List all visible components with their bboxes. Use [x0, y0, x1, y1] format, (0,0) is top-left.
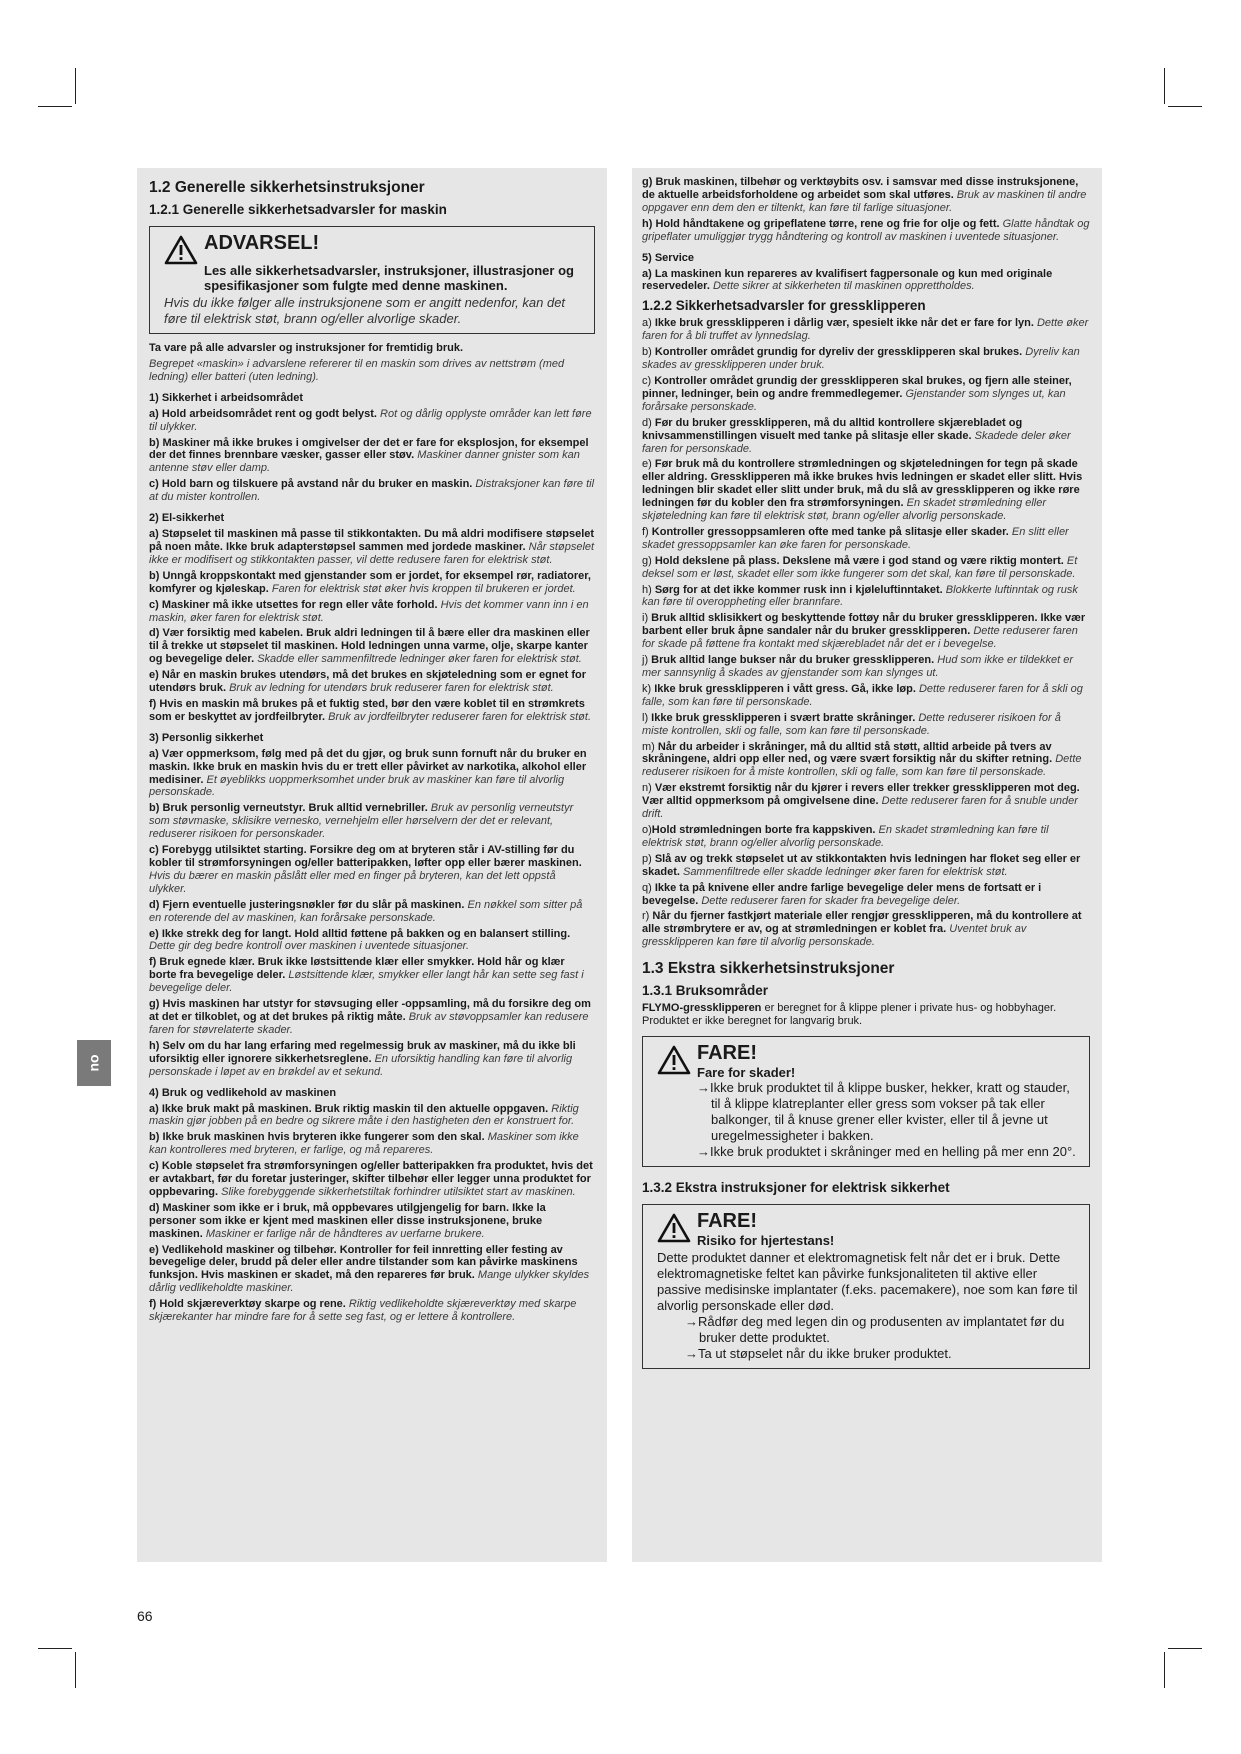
crop-mark	[38, 1648, 72, 1649]
item-prefix: e)	[642, 458, 655, 471]
left-column	[137, 168, 607, 1562]
item-bold: f) Hold skjæreverktøy skarpe og rene.	[149, 1298, 346, 1311]
subheading: 2) El-sikkerhet	[149, 512, 225, 525]
item-bold: Ikke bruk gressklipperen i svært bratte skråninger.	[651, 711, 916, 724]
item-prefix: n)	[642, 782, 655, 795]
section-title: 1.3 Ekstra sikkerhetsinstruksjoner	[642, 960, 895, 978]
item-bold: Kontroller området grundig for dyreliv der gressklipperen skal brukes.	[654, 346, 1023, 359]
crop-mark	[1164, 68, 1165, 104]
list-item	[642, 741, 1090, 780]
item-italic: En slitt eller skadet gressoppsamler kan øke faren for personskade.	[642, 525, 1069, 551]
item-bold: f) Hvis en maskin må brukes på et fuktig sted, bør den være koblet til en strømkrets som er beskyttet av jordfeilbryter.	[149, 697, 585, 723]
item-italic: En skadet strømledning kan føre til elektrisk støt, brann og/eller alvorlig personskade.	[642, 823, 1049, 849]
item-bold: Bruk alltid lange bukser når du bruker gressklipperen.	[651, 654, 935, 667]
item-italic: Glatte håndtak og gripeflater umuliggjør trygg håndtering og kontroll av maskinen i uventede situasjoner.	[642, 217, 1090, 243]
item-bold: h) Hold håndtakene og gripeflatene tørre, rene og frie for olje og fett.	[642, 217, 1000, 230]
list-s122	[642, 317, 1090, 949]
item-italic: Riktig maskin gjør jobben på en bedre og sikrere måte i den hastigheten den er konstruert for.	[149, 1102, 579, 1128]
item-italic: Dette reduserer risikoen for å miste kontrollen, skli og falle, som kan føre til personskade.	[642, 753, 1082, 779]
list-item	[642, 458, 1090, 523]
warning-icon	[657, 1213, 691, 1243]
item-prefix: g)	[642, 554, 655, 567]
list-item	[149, 1244, 595, 1296]
item-bold: Ikke bruk gressklipperen i dårlig vær, spesielt ikke når det er fare for lyn.	[654, 317, 1034, 330]
item-italic: Dette reduserer faren for å skli og falle, som kan føre til personskade.	[642, 682, 1083, 708]
item-italic: Slike forebyggende sikkerhetstiltak forhindrer utilsiktet start av maskinen.	[218, 1185, 576, 1198]
item-bold: b) Maskiner må ikke brukes i omgivelser der det er fare for eksplosjon, for eksempel der det finnes brennbare væsker, gasser eller støv.	[149, 436, 589, 462]
crop-mark	[1164, 1652, 1165, 1688]
list-item	[642, 782, 1090, 821]
item-bold: d) Maskiner som ikke er i bruk, må oppbevares utilgjengelig for barn. Ikke la personer som ikke er kjent med maskinen eller disse instruksjonene, bruke maskinen.	[149, 1201, 546, 1240]
list-item	[149, 570, 595, 596]
item-bold: Slå av og trekk støpselet ut av stikkontakten hvis ledningen har floket seg eller er skadet.	[642, 852, 1081, 878]
crop-mark	[75, 68, 76, 104]
list-s3	[149, 748, 595, 1079]
subsection-title: 1.2.1 Generelle sikkerhetsadvarsler for maskin	[149, 202, 447, 217]
danger-item: →Ikke bruk produktet i skråninger med en helling på mer enn 20°.	[697, 1143, 1076, 1159]
item-bold: Før bruk må du kontrollere strømledningen og skjøteledningen for tegn på skade eller aldring. Gressklipperen må ikke brukes hvis ledningen er skadet eller slitt. Hvis ledningen blir skadet eller slitt under bruk, må du slå av gressklipperen og ikke røre ledningen før du kobler den fra strømforsyningen.	[642, 458, 1083, 510]
item-italic: Skadde eller sammenfiltrede ledninger øker faren for elektrisk støt.	[254, 653, 582, 666]
item-bold: a) Vær oppmerksom, følg med på det du gjør, og bruk sunn fornuft når du bruker en maskin. Ikke bruk en maskin hvis du er trett eller påvirket av narkotika, alkohol eller medisiner.	[149, 747, 587, 786]
item-bold: c) Koble støpselet fra strømforsyningen og/eller batteripakken fra produktet, hvis det er avtakbart, før du foretar justeringer, skifter tilbehør eller legger unna produktet for oppbevaring.	[149, 1160, 593, 1198]
subheading: 4) Bruk og vedlikehold av maskinen	[149, 1086, 337, 1099]
list-item	[149, 1131, 595, 1157]
item-prefix: h)	[642, 583, 655, 596]
list-item	[642, 526, 1090, 552]
item-italic: Distraksjoner kan føre til at du mister kontrollen.	[149, 478, 595, 504]
list-item	[149, 1040, 595, 1079]
list-item	[149, 844, 595, 896]
item-prefix: r)	[642, 910, 653, 923]
item-bold: Kontroller området grundig der gressklipperen skal brukes, og fjern alle steiner, pinner, ledninger, bein og andre fremmedlegemer.	[642, 374, 1072, 400]
list-item	[642, 612, 1090, 651]
item-italic: Bruk av jordfeilbryter reduserer faren for elektrisk støt.	[325, 710, 592, 723]
list-item	[149, 1202, 595, 1241]
item-bold: a) Ikke bruk makt på maskinen. Bruk riktig maskin til den aktuelle oppgaven.	[149, 1102, 549, 1115]
list-s1	[149, 408, 595, 504]
item-italic: Maskiner er farlige når de håndteres av uerfarne brukere.	[202, 1227, 485, 1240]
item-bold: f) Bruk egnede klær. Bruk ikke løstsittende klær eller smykker. Hold hår og klær borte fra bevegelige deler.	[149, 956, 565, 982]
item-italic: Et øyeblikks uoppmerksomhet under bruk av maskiner kan føre til alvorlig personskade.	[149, 773, 565, 799]
item-italic: En nøkkel som sitter på en roterende del av maskinen, kan forårsake personskade.	[149, 898, 583, 924]
item-bold: e) Ikke strekk deg for langt. Hold alltid føttene på bakken og en balansert stilling.	[149, 927, 571, 940]
item-italic: Mange ulykker skyldes dårlig vedlikeholdte maskiner.	[149, 1269, 590, 1295]
list-item	[642, 712, 1090, 738]
item-prefix: k)	[642, 682, 655, 695]
item-italic: En uforsiktig handling kan føre til alvorlig personskade i løpet av en brøkdel av et sekund.	[149, 1052, 573, 1078]
list-item	[642, 584, 1090, 610]
item-bold: c) Forebygg utilsiktet starting. Forsikre deg om at bryteren står i AV-stilling før du kobler til strømforsyningen og/eller batteripakken, løfter opp eller bærer maskinen.	[149, 844, 582, 869]
danger-item: →Rådfør deg med legen din og produsenten av implantatet før du bruker dette produktet.	[685, 1313, 1065, 1345]
danger-box-injury	[642, 1036, 1090, 1167]
item-bold: Ikke bruk gressklipperen i vått gress. Gå, ikke løp.	[654, 682, 916, 695]
item-italic: Maskiner som ikke kan kontrolleres med bryteren, er farlige, og må repareres.	[149, 1131, 579, 1157]
list-s5	[642, 268, 1090, 294]
warning-lead: Les alle sikkerhetsadvarsler, instruksjoner, illustrasjoner og spesifikasjoner som fulgte med denne maskinen.	[204, 263, 574, 293]
list-top	[642, 176, 1090, 244]
item-prefix: b)	[642, 346, 655, 359]
item-bold: Sørg for at det ikke kommer rusk inn i kjøleluftinntaket.	[654, 583, 943, 596]
item-bold: Når du fjerner fastkjørt materiale eller rengjør gressklipperen, må du kontrollere at alle strømbrytere er av, og at strømledningen er koblet fra.	[642, 910, 1082, 936]
item-italic: En skadet strømledning eller skjøteledning kan føre til elektrisk støt, brann og/eller alvorlig personskade.	[642, 497, 1047, 523]
warning-icon	[657, 1045, 691, 1075]
danger-box-heart	[642, 1204, 1090, 1369]
item-prefix: l)	[642, 711, 652, 724]
right-column	[632, 168, 1102, 1562]
item-bold: d) Fjern eventuelle justeringsnøkler før du slår på maskinen.	[149, 898, 465, 911]
item-italic: Et deksel som er løst, skadet eller som ikke fungerer som det skal, kan føre til personskade.	[642, 554, 1078, 580]
item-italic: Dette reduserer risikoen for å miste kontrollen, skli og falle, som kan føre til personskade.	[642, 711, 1061, 737]
item-italic: Dette øker faren for å bli truffet av lynnedslag.	[642, 317, 1089, 343]
list-item	[642, 654, 1090, 680]
item-bold: e) Når en maskin brukes utendørs, må det brukes en skjøteledning som er egnet for utendørs bruk.	[149, 669, 587, 695]
definition-note: Begrepet «maskin» i advarslene refererer til en maskin som drives av nettstrøm (med ledning) eller batteri (uten ledning).	[149, 357, 565, 383]
item-bold: c) Hold barn og tilskuere på avstand når du bruker en maskin.	[149, 478, 473, 491]
list-item	[149, 956, 595, 995]
list-item	[642, 375, 1090, 414]
list-item	[149, 998, 595, 1037]
item-italic: Dyreliv kan skades av gressklipperen under bruk.	[642, 346, 1080, 372]
item-bold: b) Unngå kroppskontakt med gjenstander som er jordet, for eksempel rør, radiatorer, komfyrer og kjøleskap.	[149, 569, 591, 595]
list-item	[149, 627, 595, 666]
usage-text: FLYMO-gressklipperen er beregnet for å klippe plener i private hus- og hobbyhager. Produktet er ikke beregnet for langvarig bruk.	[642, 1002, 1057, 1028]
list-item	[642, 317, 1090, 343]
item-italic: Uventet bruk av gressklipperen kan føre til alvorlig personskade.	[642, 923, 1027, 949]
item-prefix: q)	[642, 881, 655, 894]
subsection-title: 1.3.2 Ekstra instruksjoner for elektrisk sikkerhet	[642, 1179, 950, 1195]
crop-mark	[1168, 1648, 1202, 1649]
list-item	[642, 417, 1090, 456]
subheading: 5) Service	[642, 251, 694, 264]
item-italic: Maskiner danner gnister som kan antenne støv eller damp.	[149, 449, 580, 475]
subsection-title: 1.3.1 Bruksområder	[642, 983, 769, 999]
item-italic: Riktig vedlikeholdte skjæreverktøy med skarpe skjærekanter har mindre fare for å sette seg fast, og er lettere å kontrollere.	[149, 1298, 577, 1324]
item-italic: Skadede deler øker faren for personskade.	[642, 429, 1071, 455]
item-bold: a) Støpselet til maskinen må passe til stikkontakten. Du må aldri modifisere støpselet på noen måte. Ikke bruk adapterstøpsel sammen med jordede maskiner.	[149, 528, 595, 553]
list-item	[149, 899, 595, 925]
subsection-title: 1.2.2 Sikkerhetsadvarsler for gressklipperen	[642, 298, 926, 314]
list-item	[149, 928, 595, 954]
item-bold: b) Ikke bruk maskinen hvis bryteren ikke fungerer som den skal.	[149, 1131, 485, 1144]
item-bold: Bruk alltid sklisikkert og beskyttende fottøy når du bruker gressklipperen. Ikke vær barbent eller bruk åpne sandaler når du bruker gressklipperen.	[642, 612, 1086, 638]
item-prefix: j)	[642, 654, 652, 667]
section-title: 1.2 Generelle sikkerhetsinstruksjoner	[149, 179, 425, 196]
list-item	[149, 528, 595, 567]
item-bold: a) La maskinen kun repareres av kvalifisert fagpersonale og kun med originale reservedeler.	[642, 267, 1053, 293]
subheading: 3) Personlig sikkerhet	[149, 731, 264, 744]
list-item	[642, 683, 1090, 709]
item-italic: Hvis det kommer vann inn i en maskin, øker faren for elektrisk støt.	[149, 598, 589, 624]
list-item	[642, 910, 1090, 949]
item-italic: Bruk av maskinen til andre oppgaver enn dem den er tiltenkt, kan føre til farlige situasjoner.	[642, 188, 1087, 214]
item-prefix: d)	[642, 416, 655, 429]
item-bold: g) Bruk maskinen, tilbehør og verktøybits osv. i samsvar med disse instruksjonene, de aktuelle arbeidsforholdene og arbeidet som skal utføres.	[642, 176, 1079, 201]
item-bold: Før du bruker gressklipperen, må du alltid kontrollere skjærebladet og knivsammenstillingen visuelt med tanke på slitasje eller skade.	[642, 416, 1023, 442]
item-bold: c) Maskiner må ikke utsettes for regn eller våte forhold.	[149, 598, 438, 611]
item-italic: Dette reduserer faren for skade på føttene fra kontakt med skjærebladet når det er i bevegelse.	[642, 625, 1078, 651]
list-item	[149, 1160, 595, 1199]
list-item	[642, 218, 1090, 244]
language-tab: no	[77, 1040, 111, 1086]
danger-item: →Ta ut støpselet når du ikke bruker produktet.	[685, 1345, 952, 1361]
item-bold: Når du arbeider i skråninger, må du alltid stå støtt, alltid arbeide på tvers av skråningene, aldri opp eller ned, og være svært forsiktig når du skifter retning.	[642, 740, 1053, 766]
list-item	[149, 1103, 595, 1129]
item-bold: Kontroller gressoppsamleren ofte med tanke på slitasje eller skader.	[651, 525, 1009, 538]
list-item	[642, 824, 1090, 850]
warning-title: ADVARSEL!	[204, 232, 320, 254]
list-item	[149, 698, 595, 724]
list-item	[642, 882, 1090, 908]
crop-mark	[1168, 106, 1202, 107]
crop-mark	[75, 1652, 76, 1688]
danger-lead: Risiko for hjertestans!	[697, 1232, 835, 1248]
item-bold: a) Hold arbeidsområdet rent og godt belyst.	[149, 407, 377, 420]
item-italic: Bruk av ledning for utendørs bruk reduserer faren for elektrisk støt.	[226, 682, 554, 695]
warning-box	[149, 226, 595, 334]
list-item	[642, 176, 1090, 215]
item-bold: Hold strømledningen borte fra kappskiven.	[651, 823, 876, 836]
list-item	[642, 268, 1090, 294]
item-italic: Bruk av personlig verneutstyr som støvmaske, sklisikre vernesko, vernehjelm eller hørselvern der det er relevant, reduserer risikoen for personskader.	[149, 802, 574, 841]
warning-icon	[164, 235, 198, 265]
subheading: 1) Sikkerhet i arbeidsområdet	[149, 391, 304, 404]
list-item	[149, 1298, 595, 1324]
list-item	[642, 346, 1090, 372]
item-italic: Gjenstander som slynges ut, kan forårsake personskade.	[642, 387, 1066, 413]
item-italic: Dette reduserer faren for skader fra bevegelige deler.	[698, 894, 961, 907]
item-prefix: a)	[642, 317, 655, 330]
item-prefix: f)	[642, 525, 652, 538]
item-italic: Dette sikrer at sikkerheten til maskinen opprettholdes.	[709, 280, 975, 293]
list-item	[149, 478, 595, 504]
item-italic: Hvis du bærer en maskin påslått eller med en finger på bryteren, kan det lett oppstå ulykker.	[149, 869, 556, 895]
item-italic: Dette gir deg bedre kontroll over maskinen i uventede situasjoner.	[149, 940, 469, 953]
item-italic: Hud som ikke er tildekket er mer sannsynlig å skades av gjenstander som kan slynges ut.	[642, 654, 1073, 679]
page-number: 66	[137, 1608, 153, 1624]
item-bold: e) Vedlikehold maskiner og tilbehør. Kontroller for feil innretting eller festing av bevegelige deler, brudd på deler eller andre tilstander som kan påvirke maskinens funksjon. Hvis maskinen er skadet, må den repareres før bruk.	[149, 1243, 578, 1282]
list-item	[642, 555, 1090, 581]
item-prefix: m)	[642, 740, 658, 753]
danger-lead: Fare for skader!	[697, 1064, 796, 1080]
item-italic: Faren for elektrisk støt øker hvis kroppen til brukeren er jordet.	[268, 582, 576, 595]
list-item	[149, 748, 595, 800]
item-italic: Rot og dårlig opplyste områder kan lett føre til ulykker.	[149, 407, 592, 433]
danger-title: FARE!	[697, 1209, 757, 1232]
item-bold: g) Hvis maskinen har utstyr for støvsuging eller -oppsamling, må du forsikre deg om at det er tilkoblet, og at det brukes på riktig måte.	[149, 998, 591, 1023]
item-italic: Sammenfiltrede eller skadde ledninger øker faren for elektrisk støt.	[679, 865, 1008, 878]
item-bold: h) Selv om du har lang erfaring med regelmessig bruk av maskiner, må du ikke bli uforsiktig eller ignorere sikkerhetsreglene.	[149, 1039, 576, 1065]
item-italic: Dette reduserer faren for å snuble under drift.	[642, 795, 1078, 821]
danger-text: Dette produktet danner et elektromagnetisk felt når det er i bruk. Dette elektromagnetiske feltet kan påvirke funksjonaliteten til aktive eller passive medisinske implantater (f.eks. pacemakere), noe som kan føre til alvorlig personskade eller død.	[657, 1249, 1078, 1313]
list-item	[149, 599, 595, 625]
list-item	[149, 802, 595, 841]
item-prefix: i)	[642, 612, 652, 625]
danger-title: FARE!	[697, 1041, 757, 1064]
list-s4	[149, 1103, 595, 1325]
crop-mark	[38, 106, 72, 107]
list-item	[149, 408, 595, 434]
item-italic: Når støpselet ikke er modifisert og stikkontakten passer, vil dette redusere faren for elektrisk støt.	[149, 540, 595, 566]
item-italic: Bruk av støvoppsamler kan redusere faren for støvrelaterte skader.	[149, 1010, 589, 1036]
item-bold: b) Bruk personlig verneutstyr. Bruk alltid vernebriller.	[149, 802, 428, 815]
item-prefix: o)	[642, 823, 652, 836]
item-italic: Løstsittende klær, smykker eller langt hår kan sette seg fast i bevegelige deler.	[149, 969, 584, 995]
item-bold: Vær ekstremt forsiktig når du kjører i revers eller trekker gressklipperen mot deg. Vær alltid oppmerksom på omgivelsene dine.	[642, 782, 1080, 808]
item-prefix: c)	[642, 374, 655, 387]
warning-text: Hvis du ikke følger alle instruksjonene som er angitt nedenfor, kan det føre til elektrisk støt, brann og/eller alvorlige skader.	[164, 295, 566, 326]
item-bold: d) Vær forsiktig med kabelen. Bruk aldri ledningen til å bære eller dra maskinen eller til å trekke ut støpselet til maskinen. Hold ledningen unna varme, olje, skarpe kanter og bevegelige deler.	[149, 627, 590, 666]
danger-item: →Ikke bruk produktet til å klippe busker, hekker, kratt og stauder, til å klippe klatreplanter eller gress som vokser på tak eller balkonger, til å knuse grener eller kvister, eller til å jevne ut uregelmessigheter i bakken.	[697, 1079, 1070, 1143]
list-item	[149, 437, 595, 476]
item-bold: Hold dekslene på plass. Dekslene må være i god stand og være riktig montert.	[654, 554, 1064, 567]
item-prefix: p)	[642, 852, 655, 865]
item-bold: Ikke ta på knivene eller andre farlige bevegelige deler mens de fortsatt er i bevegelse.	[642, 881, 1042, 907]
keep-note: Ta vare på alle advarsler og instruksjoner for fremtidig bruk.	[149, 342, 464, 354]
list-item	[642, 853, 1090, 879]
item-italic: Blokkerte luftinntak og rusk kan føre til overoppheting eller brannfare.	[642, 583, 1078, 609]
list-s2	[149, 528, 595, 724]
list-item	[149, 669, 595, 695]
